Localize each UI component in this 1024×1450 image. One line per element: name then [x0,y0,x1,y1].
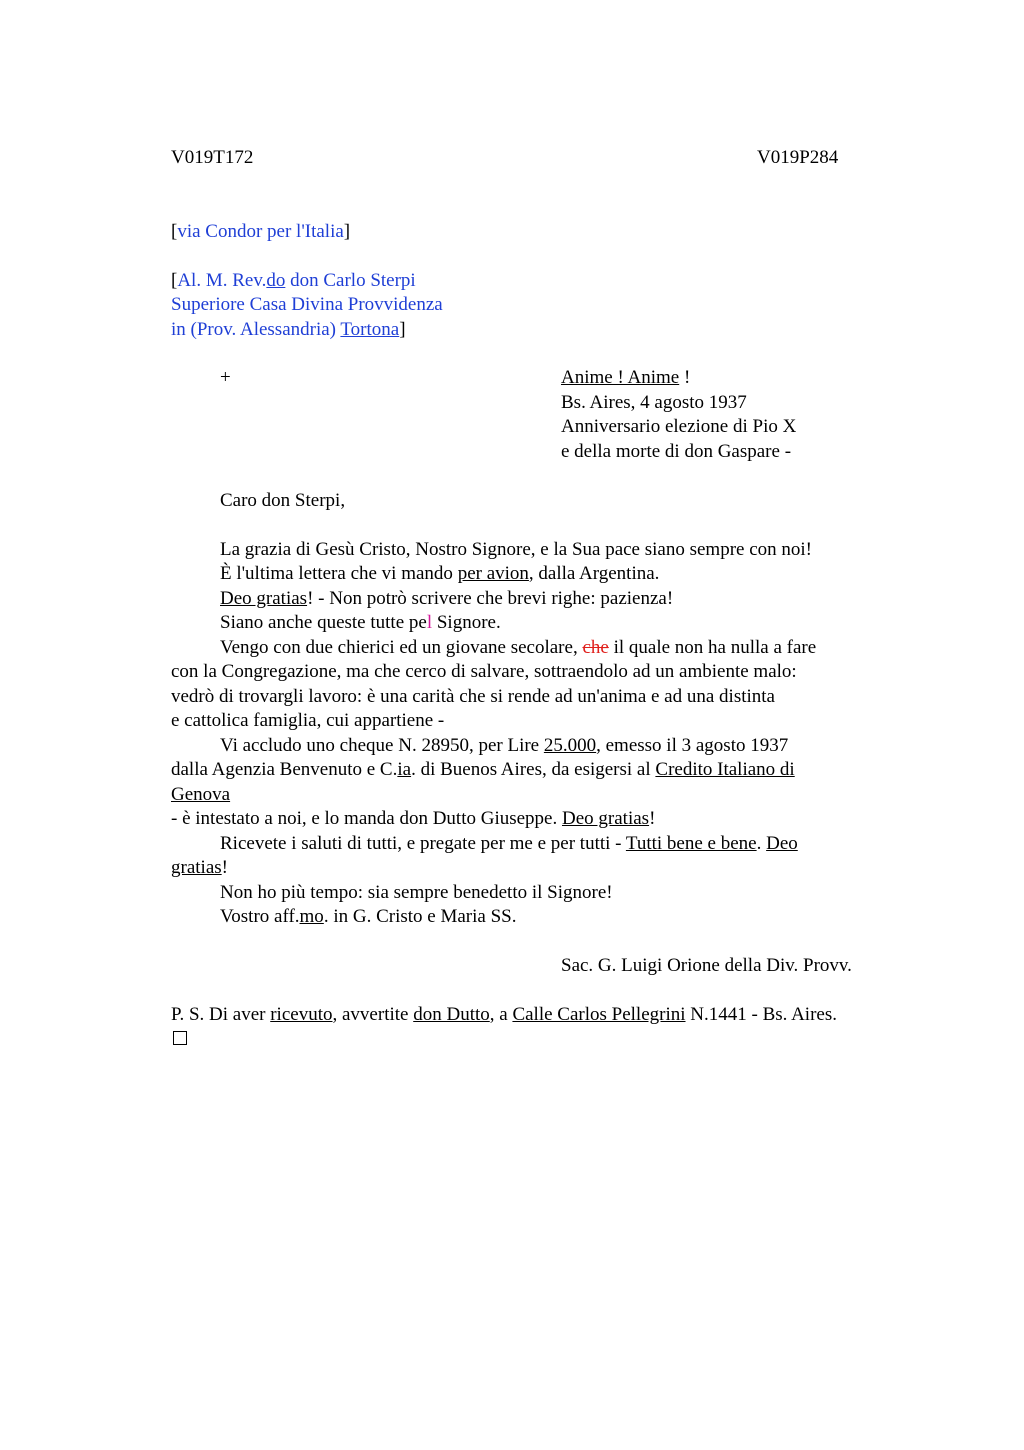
envelope-address-line1: [Al. M. Rev.do don Carlo Sterpi [171,270,416,291]
body-line: La grazia di Gesù Cristo, Nostro Signore, e la Sua pace siano sempre con noi! [220,539,813,560]
body-line: Vengo con due chierici ed un giovane secolare, che il quale non ha nulla a fare [220,637,817,658]
heading-anime: Anime ! Anime ! [561,367,691,388]
place-date: Bs. Aires, 4 agosto 1937 [561,392,747,413]
body-line: dalla Agenzia Benvenuto e C.ia. di Buenos Aires, da esigersi al Credito Italiano di [171,759,795,780]
envelope-via: [via Condor per l'Italia] [171,221,351,242]
anniversary-line2: e della morte di don Gaspare - [561,441,792,462]
postscript: P. S. Di aver ricevuto, avvertite don Dutto, a Calle Carlos Pellegrini N.1441 - Bs. Aires. [171,1004,837,1025]
body-line: vedrò di trovargli lavoro: è una carità che si rende ad un'anima e ad una distinta [171,686,775,707]
body-line: Siano anche queste tutte pel Signore. [220,612,501,633]
body-line: con la Congregazione, ma che cerco di salvare, sottraendolo ad un ambiente malo: [171,661,797,682]
body-line: Genova [171,784,231,805]
body-line: - è intestato a noi, e lo manda don Dutto Giuseppe. Deo gratias! [171,808,656,829]
body-line: gratias! [171,857,228,878]
envelope-address-line2: Superiore Casa Divina Provvidenza [171,294,443,315]
body-line: Non ho più tempo: sia sempre benedetto il Signore! [220,882,613,903]
cross-symbol: + [220,367,231,388]
body-line: Ricevete i saluti di tutti, e pregate per me e per tutti - Tutti bene e bene. Deo [220,833,798,854]
salutation: Caro don Sterpi, [220,490,346,511]
envelope-address-line3: in (Prov. Alessandria) Tortona] [171,319,406,340]
document-code-left: V019T172 [171,147,254,168]
closing-line: Vostro aff.mo. in G. Cristo e Maria SS. [220,906,517,927]
body-line: e cattolica famiglia, cui appartiene - [171,710,445,731]
signature: Sac. G. Luigi Orione della Div. Provv. [561,955,852,976]
anniversary-line1: Anniversario elezione di Pio X [561,416,797,437]
deleted-word: che [582,637,609,658]
end-marker-box-icon [173,1031,187,1045]
body-line: È l'ultima lettera che vi mando per avion, dalla Argentina. [220,563,660,584]
body-line: Deo gratias! - Non potrò scrivere che brevi righe: pazienza! [220,588,674,609]
document-code-right: V019P284 [757,147,839,168]
body-line: Vi accludo uno cheque N. 28950, per Lire 25.000, emesso il 3 agosto 1937 [220,735,789,756]
